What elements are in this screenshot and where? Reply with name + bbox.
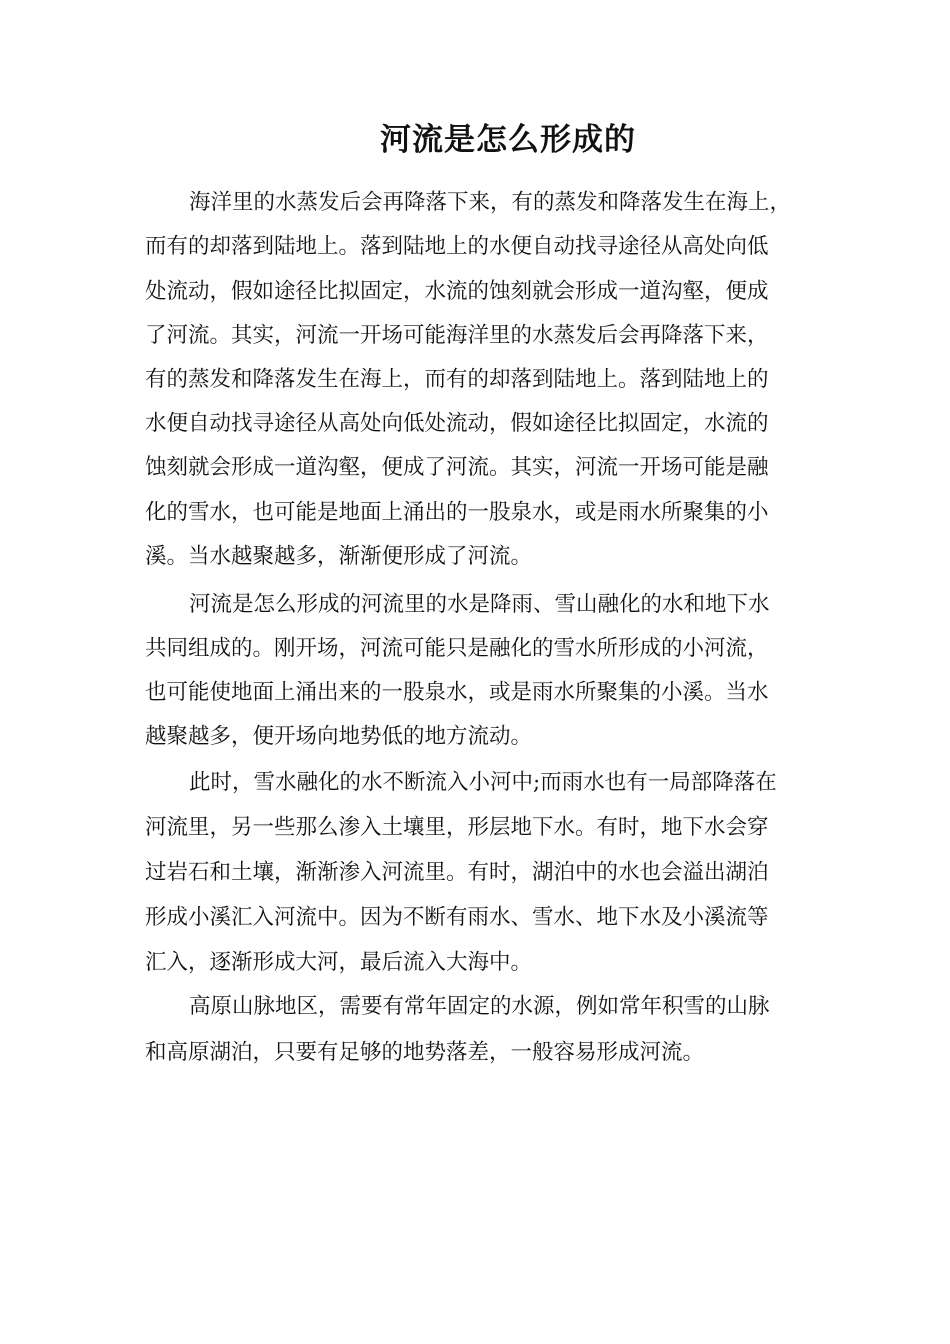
paragraph-line: 和高原湖泊，只要有足够的地势落差，一般容易形成河流。 — [145, 1040, 705, 1065]
paragraph-line: 也可能使地面上涌出来的一股泉水，或是雨水所聚集的小溪。当水 — [145, 680, 769, 705]
paragraph-line: 有的蒸发和降落发生在海上，而有的却落到陆地上。落到陆地上的 — [145, 367, 769, 392]
paragraph-line: 汇入，逐渐形成大河，最后流入大海中。 — [145, 950, 533, 975]
paragraph-line: 河流是怎么形成的河流里的水是降雨、雪山融化的水和地下水 — [189, 592, 770, 617]
paragraph-line: 溪。当水越聚越多，渐渐便形成了河流。 — [145, 544, 533, 569]
paragraph-line: 此时，雪水融化的水不断流入小河中;而雨水也有一局部降落在 — [189, 770, 777, 795]
paragraph-line: 共同组成的。刚开场，河流可能只是融化的雪水所形成的小河流， — [145, 636, 769, 661]
paragraph-line: 河流里，另一些那么渗入土壤里，形层地下水。有时，地下水会穿 — [145, 815, 769, 840]
paragraph-line: 水便自动找寻途径从高处向低处流动，假如途径比拟固定，水流的 — [145, 411, 769, 436]
paragraph-line: 了河流。其实，河流一开场可能海洋里的水蒸发后会再降落下来， — [145, 323, 769, 348]
paragraph-line: 蚀刻就会形成一道沟壑，便成了河流。其实，河流一开场可能是融 — [145, 455, 769, 480]
document-title: 河流是怎么形成的 — [380, 122, 636, 158]
paragraph-line: 化的雪水，也可能是地面上涌出的一股泉水，或是雨水所聚集的小 — [145, 500, 769, 525]
paragraph-line: 过岩石和土壤，渐渐渗入河流里。有时，湖泊中的水也会溢出湖泊 — [145, 860, 769, 885]
paragraph-line: 处流动，假如途径比拟固定，水流的蚀刻就会形成一道沟壑，便成 — [145, 279, 769, 304]
paragraph-line: 形成小溪汇入河流中。因为不断有雨水、雪水、地下水及小溪流等 — [145, 905, 769, 930]
paragraph-line: 越聚越多，便开场向地势低的地方流动。 — [145, 724, 533, 749]
paragraph-line: 海洋里的水蒸发后会再降落下来，有的蒸发和降落发生在海上， — [189, 190, 792, 215]
paragraph-line: 而有的却落到陆地上。落到陆地上的水便自动找寻途径从高处向低 — [145, 234, 769, 259]
paragraph-line: 高原山脉地区，需要有常年固定的水源，例如常年积雪的山脉 — [189, 994, 770, 1019]
